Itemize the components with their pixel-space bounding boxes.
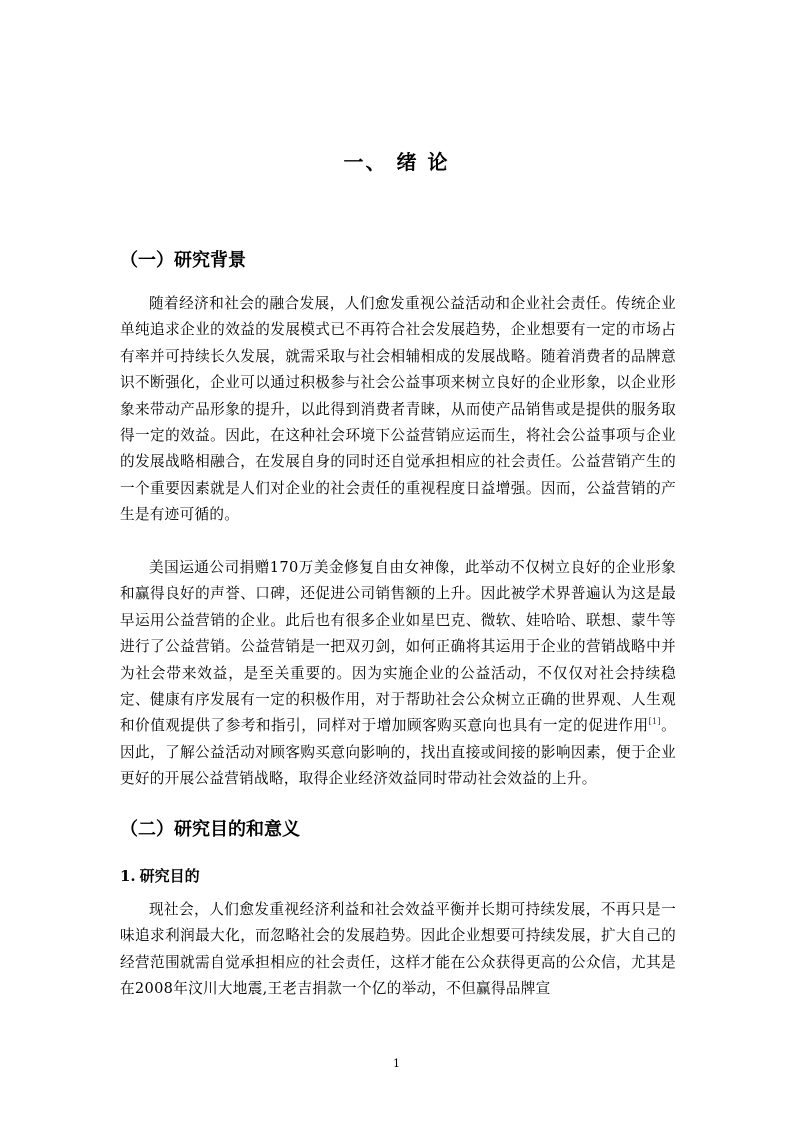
page-number: 1 [393, 1057, 400, 1070]
body-paragraph [120, 555, 676, 793]
subsection-title: 研究目的 [139, 867, 200, 885]
subsection-heading [120, 864, 680, 888]
paragraph-text: 。因此，了解公益活动对顾客购买意向影响的，找出直接或间接的影响因素，便于企业更好的开展公益营销战略，取得企业经济效益同时带动社会效益的上升。 [120, 717, 676, 788]
section-heading-background: （一）研究背景 [120, 250, 246, 271]
subsection-number: 1. [120, 867, 136, 885]
paragraph-text: 美国运通公司捐赠170万美金修复自由女神像，此举动不仅树立良好的企业形象和赢得良好的声誉、口碑，还促进公司销售额的上升。因此被学术界普遍认为这是最早运用公益营销的企业。此后也有很多企业如星巴克、微软、娃哈哈、联想、蒙牛等进行了公益营销。公益营销是一把双刃剑，如何正确将其运用于企业的营销战略中并为社会带来效益，是至关重要的。因为实施企业的公益活动，不仅仅对社会持续稳定、健康有序发展有一定的积极作用，对于帮助社会公众树立正确的世界观、人生观和价值观提供了参考和指引，同样对于增加顾客购买意向也具有一定的促进作用 [120, 559, 676, 735]
section-heading-purpose: （二）研究目的和意义 [120, 819, 300, 840]
body-paragraph: 现社会，人们愈发重视经济利益和社会效益平衡并长期可持续发展，不再只是一味追求利润最大化，而忽略社会的发展趋势。因此企业想要可持续发展，扩大自己的经营范围就需自觉承担相应的社会责任，这样才能在公众获得更高的公众信，尤其是在2008年汶川大地震,王老吉捐款一个亿的举动，不但赢得品牌宣 [120, 901, 676, 998]
body-paragraph: 随着经济和社会的融合发展，人们愈发重视公益活动和企业社会责任。传统企业单纯追求企业的效益的发展模式已不再符合社会发展趋势，企业想要有一定的市场占有率并可持续长久发展，就需采取与社会相辅相成的发展战略。随着消费者的品牌意识不断强化，企业可以通过积极参与社会公益事项来树立良好的企业形象，以企业形象来带动产品形象的提升，以此得到消费者青睐，从而使产品销售或是提供的服务取得一定的效益。因此，在这种社会环境下公益营销应运而生，将社会公益事项与企业的发展战略相融合，在发展自身的同时还自觉承担相应的社会责任。公益营销产生的一个重要因素就是人们对企业的社会责任的重视程度日益增强。因而，公益营销的产生是有迹可循的。 [120, 295, 676, 524]
citation-marker[interactable]: [1] [648, 717, 661, 727]
chapter-title: 一、 绪 论 [343, 150, 450, 174]
